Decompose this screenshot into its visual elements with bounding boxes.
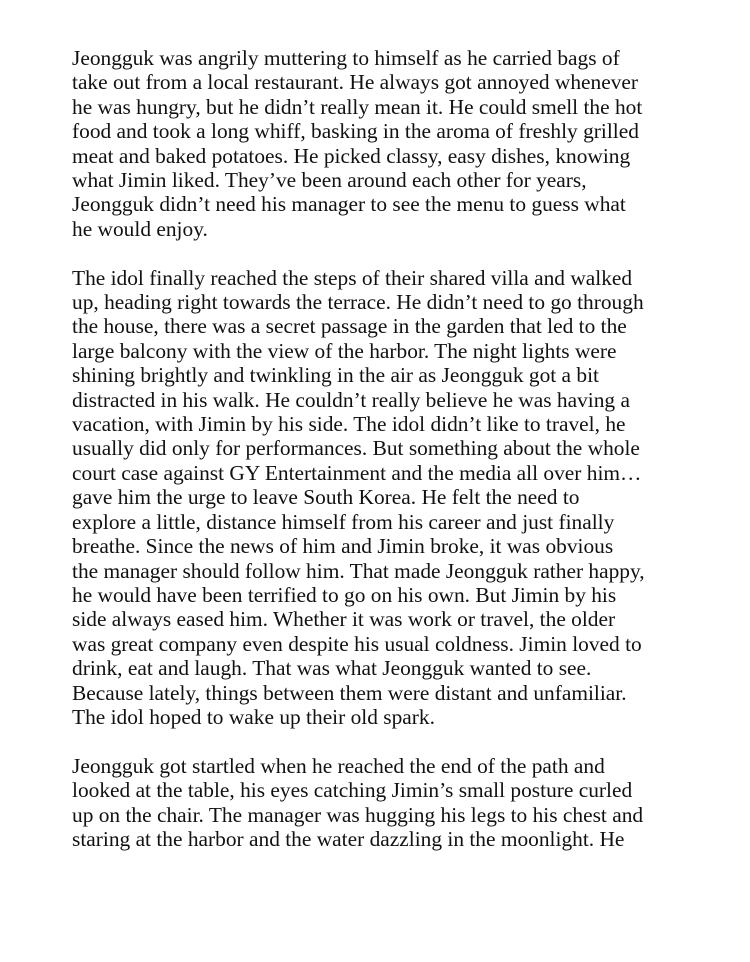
text-line: looked at the table, his eyes catching Jimin’s small posture curled [72,778,633,803]
text-line: gave him the urge to leave South Korea. He felt the need to [72,485,580,510]
text-line: The idol hoped to wake up their old spark. [72,704,435,729]
text-line: shining brightly and twinkling in the air as Jeongguk got a bit [72,363,599,388]
story-paragraph [72,266,692,730]
text-line: drink, eat and laugh. That was what Jeongguk wanted to see. [72,656,592,681]
text-line: Jeongguk didn’t need his manager to see the menu to guess what [72,192,626,217]
text-line: food and took a long whiff, basking in the aroma of freshly grilled [72,119,639,144]
text-line: court case against GY Entertainment and the media all over him… [72,460,642,485]
text-line: what Jimin liked. They’ve been around each other for years, [72,168,587,193]
text-line: up on the chair. The manager was hugging his legs to his chest and [72,802,644,827]
text-line: he was hungry, but he didn’t really mean it. He could smell the hot [72,94,643,119]
text-line: distracted in his walk. He couldn’t really believe he was having a [72,387,630,412]
text-line: large balcony with the view of the harbor. The night lights were [72,338,617,363]
story-paragraph [72,46,692,241]
text-line: up, heading right towards the terrace. He didn’t need to go through [72,290,644,315]
text-line: explore a little, distance himself from his career and just finally [72,509,615,534]
text-line: meat and baked potatoes. He picked classy, easy dishes, knowing [72,143,631,168]
text-line: breathe. Since the news of him and Jimin broke, it was obvious [72,534,614,559]
text-line: the manager should follow him. That made Jeongguk rather happy, [72,558,645,583]
text-line: staring at the harbor and the water dazzling in the moonlight. He [72,826,625,851]
story-page [72,46,692,851]
text-line: vacation, with Jimin by his side. The idol didn’t like to travel, he [72,412,626,437]
text-line: Jeongguk was angrily muttering to himself as he carried bags of [72,46,620,70]
text-line: The idol finally reached the steps of their shared villa and walked [72,265,633,290]
text-line: he would enjoy. [72,216,208,241]
text-line: the house, there was a secret passage in the garden that led to the [72,314,627,339]
text-line: Because lately, things between them were distant and unfamiliar. [72,680,627,705]
story-paragraph [72,754,692,852]
text-line: usually did only for performances. But something about the whole [72,436,640,461]
text-line: Jeongguk got startled when he reached the end of the path and [72,753,605,778]
text-line: take out from a local restaurant. He always got annoyed whenever [72,70,639,95]
text-line: he would have been terrified to go on his own. But Jimin by his [72,582,617,607]
text-line: was great company even despite his usual coldness. Jimin loved to [72,631,642,656]
text-line: side always eased him. Whether it was work or travel, the older [72,607,616,632]
